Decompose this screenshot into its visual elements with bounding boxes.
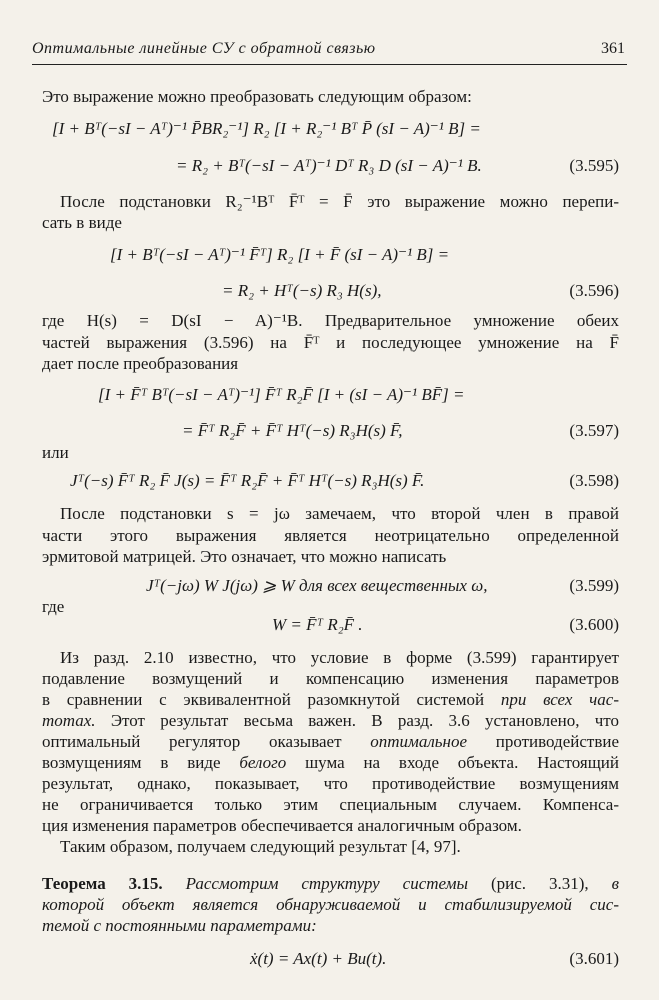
text-line: оптимальный регулятор оказывает оптимальное противодействие <box>42 732 619 751</box>
equation-number: (3.599) <box>569 576 619 595</box>
equation-number: (3.601) <box>569 949 619 968</box>
theorem-line: Теорема 3.15. Рассмотрим структуру системы (рис. 3.31), в <box>42 874 620 893</box>
text-line: где <box>42 597 65 616</box>
text-line: тотах. Этот результат весьма важен. В разд. 3.6 установлено, что <box>42 711 620 730</box>
equation-3-601: ẋ(t) = Ax(t) + Bu(t). <box>250 949 387 968</box>
text-line: Таким образом, получаем следующий результат [4, 97]. <box>60 837 461 856</box>
text-line: сать в виде <box>42 213 122 232</box>
equation-3-595-line2: = R₂ + Bᵀ(−sI − Aᵀ)⁻¹ Dᵀ R₃ D (sI − A)⁻¹ B. <box>176 156 482 175</box>
text-line: возмущениям в виде белого шума на входе объекта. Настоящий <box>42 753 619 772</box>
text-line: в сравнении с эквивалентной разомкнутой системой при всех час- <box>42 690 619 709</box>
equation-3-597-line2: = F̄ᵀ R₂F̄ + F̄ᵀ Hᵀ(−s) R₃H(s) F̄, <box>182 421 403 440</box>
theorem-label: Теорема 3.15. <box>42 874 163 893</box>
text-line: части этого выражения является неотрицательно определенной <box>42 526 619 545</box>
text-line: где H(s) = D(sI − A)⁻¹B. Предварительное умножение обеих <box>42 311 619 330</box>
equation-3-596-line1: [I + Bᵀ(−sI − Aᵀ)⁻¹ F̄ᵀ] R₂ [I + F̄ (sI − A)⁻¹ B] = <box>110 245 450 264</box>
text-line: эрмитовой матрицей. Это означает, что можно написать <box>42 547 447 566</box>
theorem-line: которой объект является обнаруживаемой и стабилизируемой сис- <box>42 895 619 914</box>
page-number: 361 <box>601 40 625 57</box>
text-line: не ограничивается только этим специальным случаем. Компенса- <box>42 795 619 814</box>
equation-number: (3.595) <box>569 156 619 175</box>
equation-number: (3.598) <box>569 471 619 490</box>
text-line: дает после преобразования <box>42 354 239 373</box>
text-line: подавление возмущений и компенсацию изменения параметров <box>42 669 619 688</box>
text-line: результат, однако, показывает, что противодействие возмущениям <box>42 774 619 793</box>
text-line: Из разд. 2.10 известно, что условие в форме (3.599) гарантирует <box>60 648 619 667</box>
text-line: Это выражение можно преобразовать следующим образом: <box>42 87 472 106</box>
running-header <box>32 36 627 65</box>
equation-3-597-line1: [I + F̄ᵀ Bᵀ(−sI − Aᵀ)⁻¹] F̄ᵀ R₂F̄ [I + (sI − A)⁻¹ BF̄] = <box>98 385 465 404</box>
equation-3-596-line2: = R₂ + Hᵀ(−s) R₃ H(s), <box>222 281 382 300</box>
equation-3-600: W = F̄ᵀ R₂F̄ . <box>272 615 363 634</box>
running-title: Оптимальные линейные СУ с обратной связью <box>32 40 376 57</box>
theorem-line: темой с постоянными параметрами: <box>42 916 317 935</box>
equation-number: (3.596) <box>569 281 619 300</box>
equation-number: (3.600) <box>569 615 619 634</box>
equation-3-598: Jᵀ(−s) F̄ᵀ R₂ F̄ J(s) = F̄ᵀ R₂F̄ + F̄ᵀ Hᵀ(−s) R₃H(s) F̄. <box>70 471 425 490</box>
text-line: После подстановки s = jω замечаем, что второй член в правой <box>60 504 619 523</box>
text-line: или <box>42 443 69 462</box>
equation-3-599: Jᵀ(−jω) W J(jω) ⩾ W для всех вещественных ω, <box>146 576 488 595</box>
text-line: После подстановки R₂⁻¹Bᵀ F̄ᵀ = F̄ это выражение можно перепи- <box>60 192 619 211</box>
text-line: частей выражения (3.596) на F̄ᵀ и последующее умножение на F̄ <box>42 333 619 352</box>
text-line: ция изменения параметров обеспечивается аналогичным образом. <box>42 816 522 835</box>
equation-3-595-line1: [I + Bᵀ(−sI − Aᵀ)⁻¹ P̄BR₂⁻¹] R₂ [I + R₂⁻¹ Bᵀ P̄ (sI − A)⁻¹ B] = <box>52 119 481 138</box>
equation-number: (3.597) <box>569 421 619 440</box>
